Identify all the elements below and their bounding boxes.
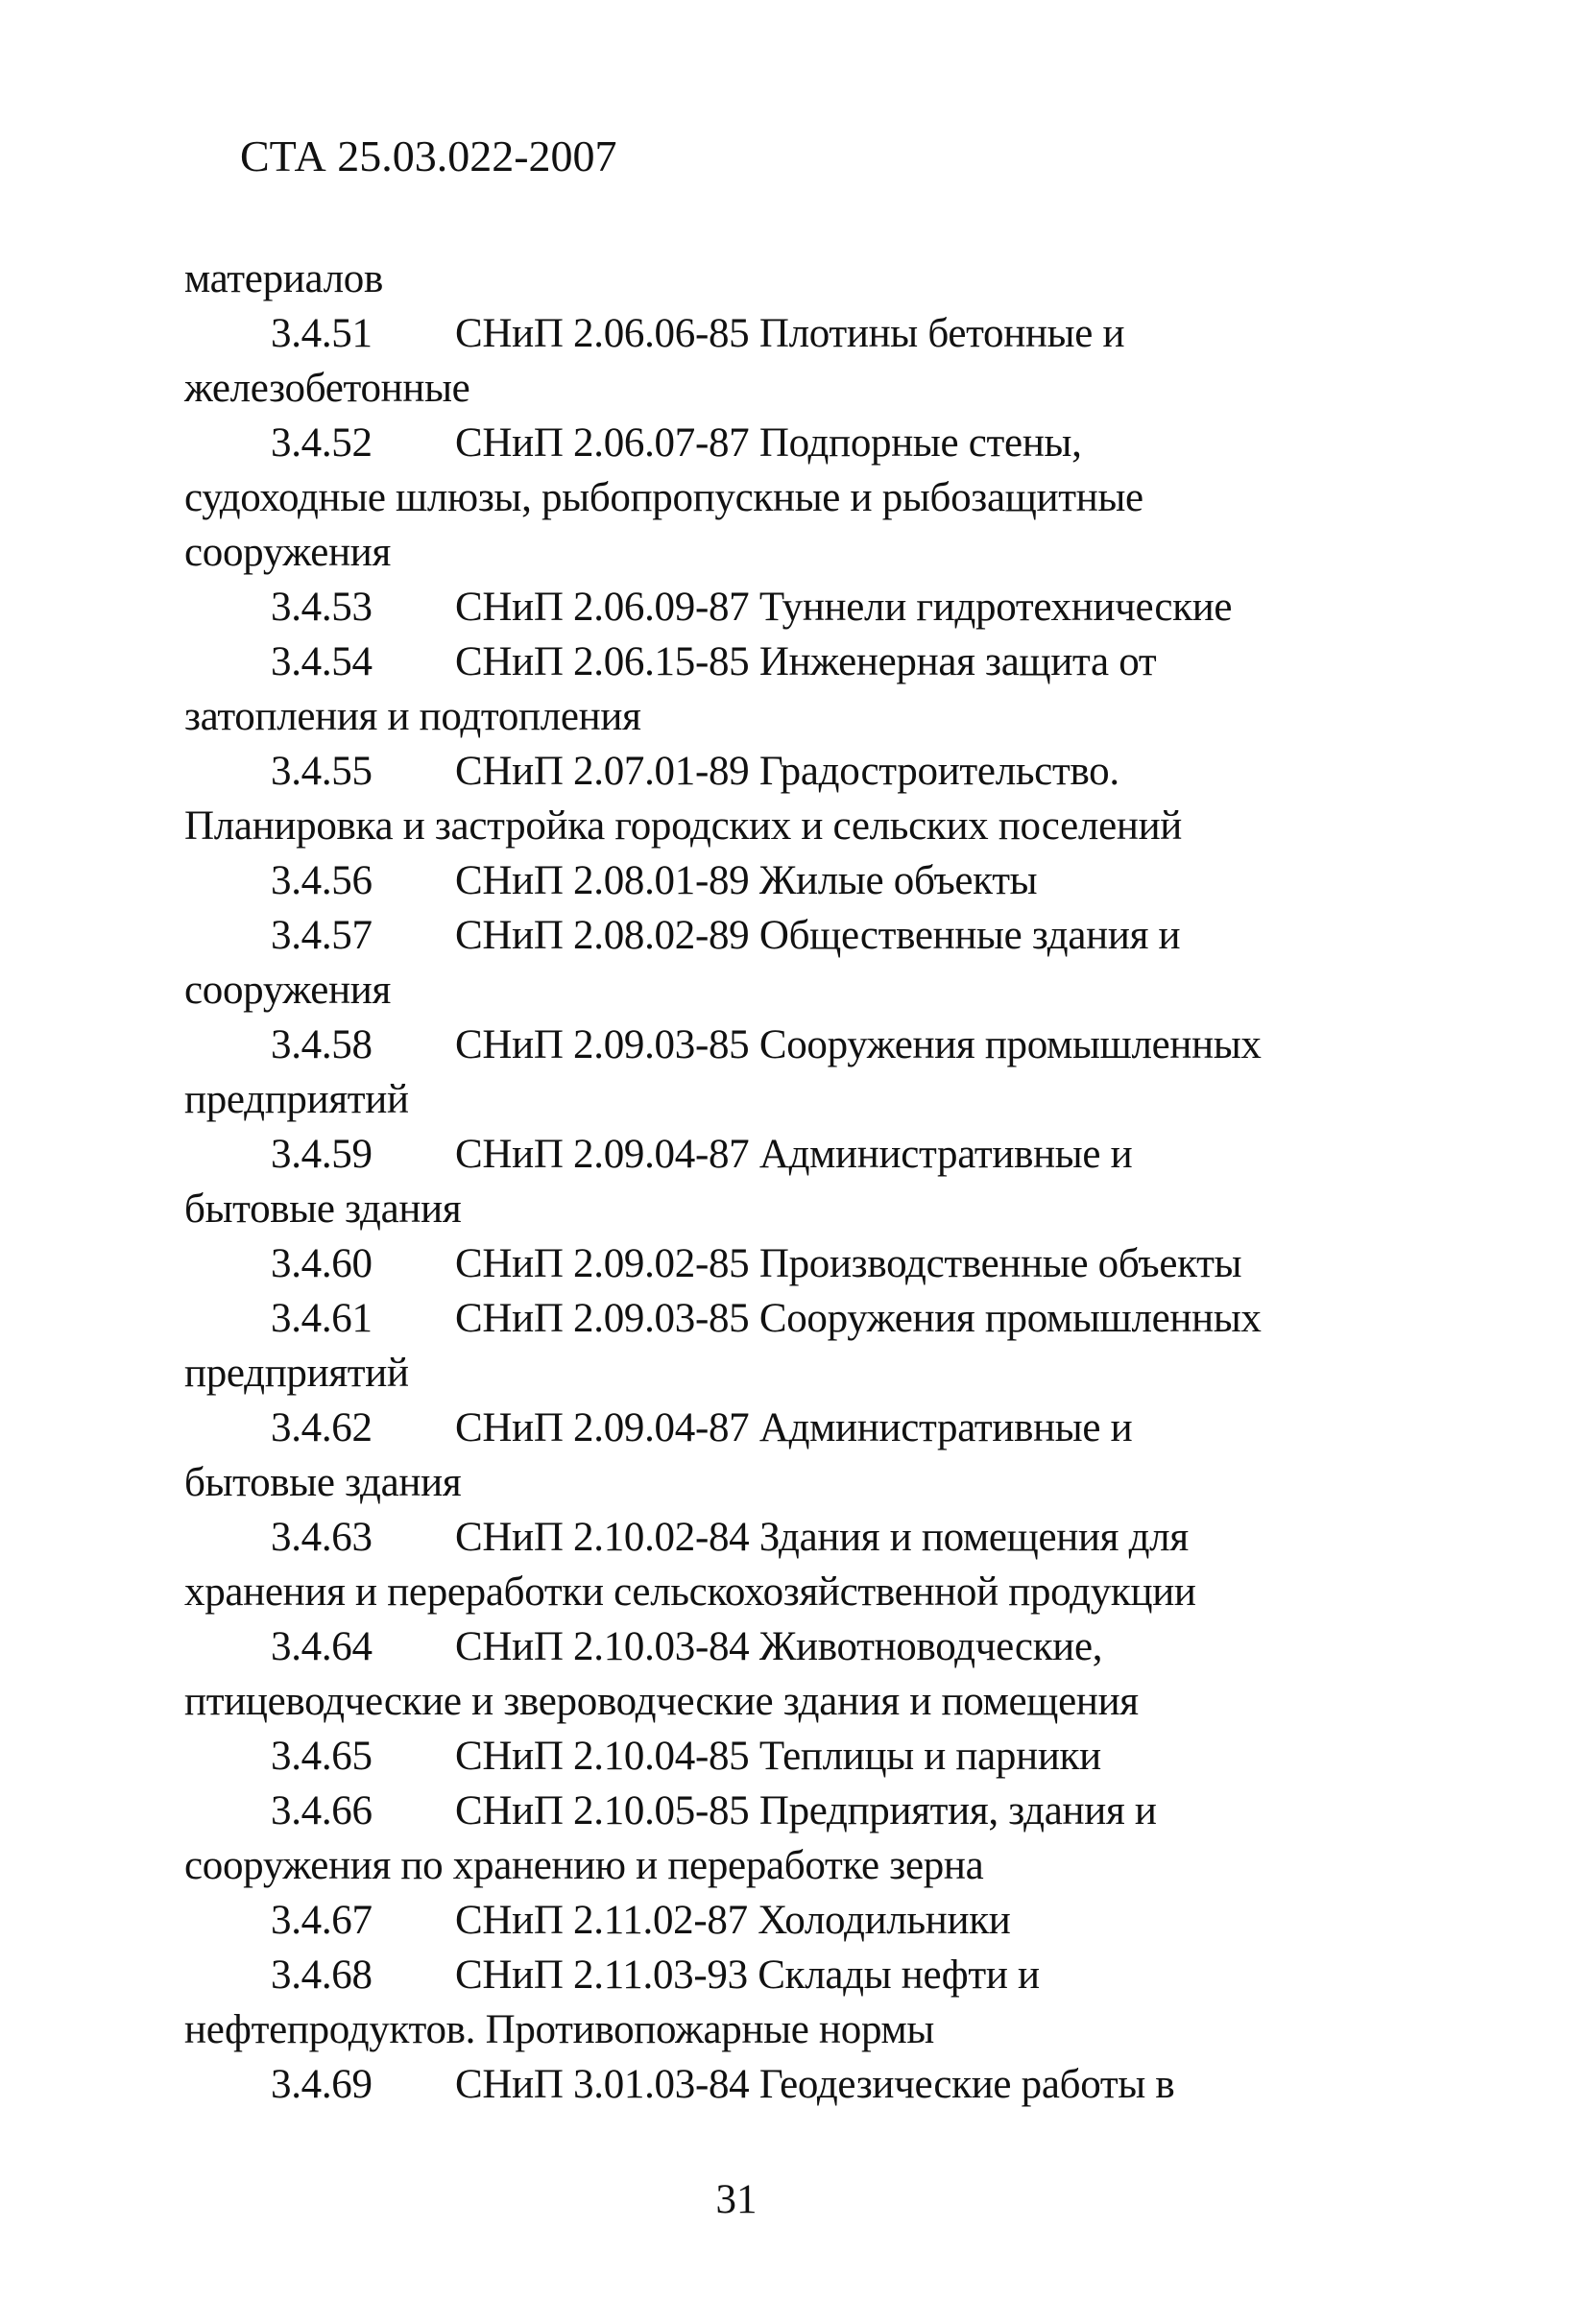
reference-text: Планировка и застройка городских и сельских поселений — [184, 803, 1182, 849]
reference-text: СНиП 2.06.07-87 Подпорные стены, — [455, 420, 1082, 466]
reference-continuation-line — [184, 963, 1432, 1018]
reference-entry — [184, 1236, 1432, 1291]
document-code-header: СТА 25.03.022-2007 — [240, 132, 617, 180]
reference-entry — [184, 1510, 1432, 1565]
reference-text: материалов — [184, 256, 384, 301]
reference-text: хранения и переработки сельскохозяйственной продукции — [184, 1569, 1196, 1615]
reference-number: 3.4.51 — [271, 311, 373, 356]
reference-entry — [184, 1018, 1432, 1072]
reference-number: 3.4.60 — [271, 1241, 373, 1286]
reference-entry — [184, 1291, 1432, 1346]
reference-continuation-line — [184, 689, 1432, 744]
reference-entry — [184, 908, 1432, 963]
reference-entry — [184, 1784, 1432, 1838]
reference-entry — [184, 635, 1432, 689]
reference-entry — [184, 744, 1432, 799]
page-number: 31 — [715, 2177, 758, 2222]
reference-text: бытовые здания — [184, 1186, 462, 1232]
reference-text: СНиП 2.11.02-87 Холодильники — [455, 1898, 1011, 1943]
reference-list — [184, 252, 1432, 2112]
reference-continuation-line — [184, 1455, 1432, 1510]
reference-text: затопления и подтопления — [184, 694, 641, 739]
reference-number: 3.4.66 — [271, 1788, 373, 1833]
reference-continuation-line — [184, 1838, 1432, 1893]
reference-number: 3.4.69 — [271, 2062, 373, 2107]
reference-text: СНиП 2.11.03-93 Склады нефти и — [455, 1953, 1040, 1998]
reference-entry — [184, 853, 1432, 908]
reference-entry — [184, 1619, 1432, 1674]
reference-number: 3.4.54 — [271, 639, 373, 684]
reference-entry — [184, 416, 1432, 470]
reference-text: сооружения по хранению и переработке зерна — [184, 1843, 984, 1888]
reference-text: железобетонные — [184, 366, 470, 411]
reference-text: СНиП 2.10.05-85 Предприятия, здания и — [455, 1788, 1157, 1833]
reference-entry — [184, 580, 1432, 635]
reference-number: 3.4.65 — [271, 1734, 373, 1779]
reference-text: СНиП 2.09.04-87 Административные и — [455, 1405, 1133, 1450]
reference-number: 3.4.53 — [271, 585, 373, 630]
reference-number: 3.4.61 — [271, 1296, 373, 1341]
reference-text: предприятий — [184, 1351, 409, 1396]
reference-entry — [184, 1729, 1432, 1784]
reference-number: 3.4.57 — [271, 913, 373, 958]
reference-text: СНиП 2.09.02-85 Производственные объекты — [455, 1241, 1242, 1286]
reference-text: СНиП 2.09.03-85 Сооружения промышленных — [455, 1022, 1262, 1067]
reference-text: птицеводческие и звероводческие здания и помещения — [184, 1679, 1139, 1724]
reference-continuation-line — [184, 799, 1432, 853]
reference-number: 3.4.52 — [271, 420, 373, 466]
reference-text: СНиП 2.10.04-85 Теплицы и парники — [455, 1734, 1101, 1779]
reference-continuation-line — [184, 252, 1432, 306]
reference-continuation-line — [184, 1674, 1432, 1729]
reference-continuation-line — [184, 1346, 1432, 1401]
reference-continuation-line — [184, 2002, 1432, 2057]
reference-text: СНиП 2.10.03-84 Животноводческие, — [455, 1624, 1103, 1669]
reference-number: 3.4.59 — [271, 1132, 373, 1177]
reference-text: СНиП 2.08.02-89 Общественные здания и — [455, 913, 1181, 958]
reference-text: сооружения — [184, 968, 391, 1013]
reference-number: 3.4.58 — [271, 1022, 373, 1067]
reference-number: 3.4.63 — [271, 1515, 373, 1560]
reference-entry — [184, 306, 1432, 361]
reference-number: 3.4.68 — [271, 1953, 373, 1998]
reference-continuation-line — [184, 1565, 1432, 1619]
reference-text: СНиП 2.10.02-84 Здания и помещения для — [455, 1515, 1189, 1560]
reference-text: СНиП 3.01.03-84 Геодезические работы в — [455, 2062, 1175, 2107]
reference-continuation-line — [184, 361, 1432, 416]
reference-text: предприятий — [184, 1077, 409, 1122]
reference-continuation-line — [184, 470, 1432, 525]
reference-entry — [184, 1401, 1432, 1455]
reference-number: 3.4.56 — [271, 858, 373, 903]
reference-text: СНиП 2.06.06-85 Плотины бетонные и — [455, 311, 1125, 356]
reference-entry — [184, 2057, 1432, 2112]
reference-entry — [184, 1127, 1432, 1182]
reference-text: судоходные шлюзы, рыбопропускные и рыбозащитные — [184, 475, 1143, 520]
reference-text: нефтепродуктов. Противопожарные нормы — [184, 2007, 934, 2052]
reference-text: сооружения — [184, 530, 391, 575]
reference-text: СНиП 2.09.03-85 Сооружения промышленных — [455, 1296, 1262, 1341]
reference-text: бытовые здания — [184, 1460, 462, 1505]
reference-continuation-line — [184, 1072, 1432, 1127]
reference-number: 3.4.64 — [271, 1624, 373, 1669]
reference-text: СНиП 2.08.01-89 Жилые объекты — [455, 858, 1038, 903]
reference-entry — [184, 1948, 1432, 2002]
reference-number: 3.4.67 — [271, 1898, 373, 1943]
reference-number: 3.4.62 — [271, 1405, 373, 1450]
reference-text: СНиП 2.07.01-89 Градостроительство. — [455, 749, 1119, 794]
reference-number: 3.4.55 — [271, 749, 373, 794]
reference-continuation-line — [184, 1182, 1432, 1236]
reference-continuation-line — [184, 525, 1432, 580]
reference-text: СНиП 2.06.15-85 Инженерная защита от — [455, 639, 1157, 684]
reference-entry — [184, 1893, 1432, 1948]
reference-text: СНиП 2.06.09-87 Туннели гидротехнические — [455, 585, 1233, 630]
reference-text: СНиП 2.09.04-87 Административные и — [455, 1132, 1133, 1177]
page-number-footer — [0, 2179, 1588, 2220]
